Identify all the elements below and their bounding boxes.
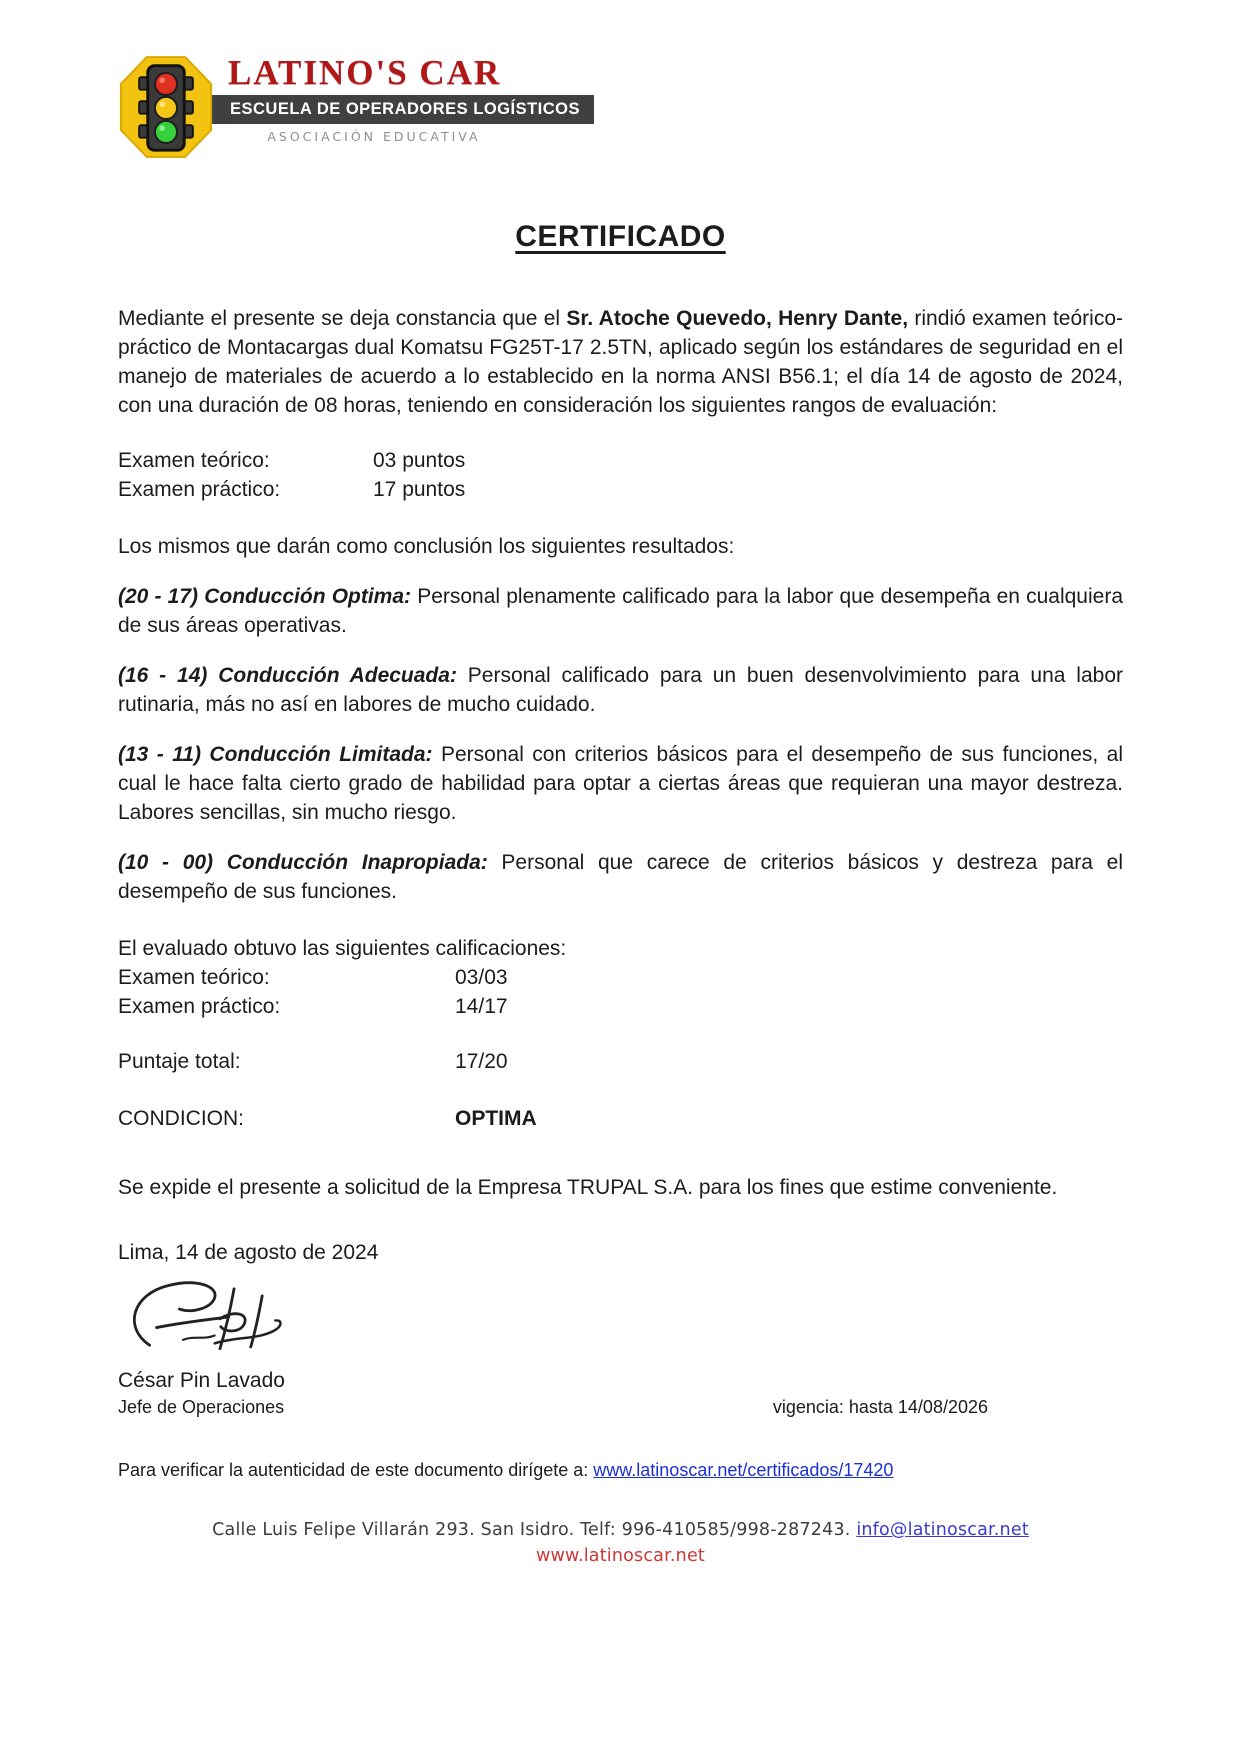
footer-address: Calle Luis Felipe Villarán 293. San Isidro. Telf: 996-410585/998-287243. <box>212 1520 857 1540</box>
exam-theory-label: Examen teórico: <box>118 449 270 472</box>
range-limitada-head: (13 - 11) Conducción Limitada: <box>118 743 433 766</box>
logo-text <box>194 54 594 144</box>
scores-intro <box>118 934 1123 963</box>
footer-address-line <box>118 1517 1123 1543</box>
condition-row <box>118 1104 1123 1133</box>
certified-person-name: Sr. Atoche Quevedo, Henry Dante, <box>566 307 909 330</box>
signer-row <box>118 1395 988 1420</box>
verification-link[interactable]: www.latinoscar.net/certificados/17420 <box>593 1460 894 1480</box>
score-practice-value: 14/17 <box>455 995 508 1018</box>
range-inapropiada-paragraph <box>118 848 1123 906</box>
brand-name: LATINO'S CAR <box>228 53 502 92</box>
total-score-label: Puntaje total: <box>118 1050 241 1073</box>
condition-label: CONDICION: <box>118 1107 244 1130</box>
range-inapropiada-head: (10 - 00) Conducción Inapropiada: <box>118 851 488 874</box>
signer-name: César Pin Lavado <box>118 1369 285 1392</box>
validity-text: vigencia: hasta 14/08/2026 <box>772 1397 988 1417</box>
signature-image <box>112 1273 342 1361</box>
intro-before-name: Mediante el presente se deja constancia que el <box>118 307 567 330</box>
intro-paragraph <box>118 304 1123 420</box>
verification-text: Para verificar la autenticidad de este documento dirígete a: <box>118 1460 594 1480</box>
table-row <box>118 992 1123 1021</box>
signer-role: Jefe de Operaciones <box>118 1397 285 1417</box>
table-row <box>118 475 1123 504</box>
exam-practice-label: Examen práctico: <box>118 478 281 501</box>
range-optima-body: Personal plenamente calificado para la labor que desempeña en cualquiera de sus áreas operativas. <box>118 585 1123 637</box>
exam-practice-points: 17 puntos <box>373 478 466 501</box>
footer-website-link[interactable]: www.latinoscar.net <box>536 1546 705 1566</box>
exam-theory-points: 03 puntos <box>373 449 466 472</box>
footer <box>118 1517 1123 1569</box>
range-optima-paragraph <box>118 582 1123 640</box>
table-row <box>118 446 1123 475</box>
score-theory-value: 03/03 <box>455 966 508 989</box>
range-limitada-paragraph <box>118 740 1123 827</box>
date-line: Lima, 14 de agosto de 2024 <box>118 1241 379 1264</box>
scores-intro-text: El evaluado obtuvo las siguientes calificaciones: <box>118 937 567 960</box>
traffic-light-logo-icon <box>118 54 214 160</box>
range-limitada-body: Personal con criterios básicos para el desempeño de sus funciones, al cual le hace falta cierto grado de habilidad para optar a ciertas áreas que requieran una mayor destreza. Labores sencillas, sin mucho riesgo. <box>118 743 1123 824</box>
footer-email-link[interactable]: info@latinoscar.net <box>856 1520 1029 1540</box>
table-row <box>118 963 1123 992</box>
total-score-value: 17/20 <box>455 1050 508 1073</box>
intro-after-name: rindió examen teórico-práctico de Montacargas dual Komatsu FG25T-17 2.5TN, aplicado según los estándares de seguridad en el manejo de materiales de acuerdo a lo establecido en la norma ANSI B56.1; el día 14 de agosto de 2024, con una duración de 08 horas, teniendo en consideración los siguientes rangos de evaluación: <box>118 307 1123 417</box>
total-score-row <box>118 1047 1123 1076</box>
score-practice-label: Examen práctico: <box>118 995 281 1018</box>
issue-statement: Se expide el presente a solicitud de la Empresa TRUPAL S.A. para los fines que estime conveniente. <box>118 1176 1058 1199</box>
range-adecuada-body: Personal calificado para un buen desenvolvimiento para una labor rutinaria, más no así en labores de mucho cuidado. <box>118 664 1123 716</box>
brand-subtagline: ASOCIACIÓN EDUCATIVA <box>267 128 481 144</box>
range-inapropiada-body: Personal que carece de criterios básicos y destreza para el desempeño de sus funciones. <box>118 851 1123 903</box>
results-intro: Los mismos que darán como conclusión los siguientes resultados: <box>118 535 735 558</box>
score-theory-label: Examen teórico: <box>118 966 270 989</box>
verification-line <box>118 1458 1123 1483</box>
exam-points-table <box>118 446 1123 504</box>
range-optima-head: (20 - 17) Conducción Optima: <box>118 585 412 608</box>
range-adecuada-head: (16 - 14) Conducción Adecuada: <box>118 664 457 687</box>
scores-section <box>118 934 1123 1133</box>
brand-tagline: ESCUELA DE OPERADORES LOGÍSTICOS <box>194 95 594 124</box>
condition-value: OPTIMA <box>455 1107 537 1130</box>
range-adecuada-paragraph <box>118 661 1123 719</box>
page-title: CERTIFICADO <box>515 220 726 253</box>
logo <box>118 54 1123 166</box>
